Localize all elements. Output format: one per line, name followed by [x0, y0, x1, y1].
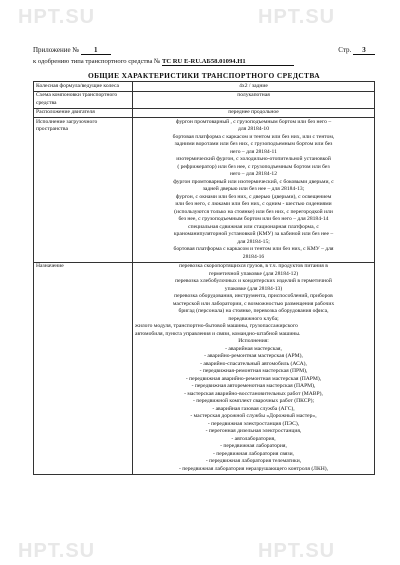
text-line: краноманипуляторной установкой (КМУ) за кабиной или без нее –: [173, 231, 334, 237]
table-row: [34, 262, 375, 474]
watermark-bottom-left: HPT.SU: [18, 540, 96, 562]
list-item: - передвижная лаборатория связи,: [213, 450, 294, 457]
row-label: Назначение: [34, 262, 133, 474]
list-item: - аварийная газовая служба (АГС),: [212, 405, 295, 412]
list-item: - мастерская дорожной службы «Дорожный мастер»,: [190, 413, 317, 419]
table-row: [34, 108, 375, 118]
text-line: перевозка скоропортящихся грузов, в т.ч. продуктов питания в: [179, 263, 328, 269]
table-row: [34, 82, 375, 92]
row-value: [133, 118, 375, 263]
appendix-number: 1: [81, 46, 111, 55]
row-value: полукапотная: [133, 91, 375, 108]
list-item: - мастерская аварийно-восстановительных работ (МАВР),: [184, 390, 323, 397]
text-line: него – для 28184-12: [229, 171, 278, 177]
text-line: мастерской или лаборатории, с возможностью размещения рабочих: [172, 300, 335, 307]
row-label: Колесная формула/ведущие колеса: [34, 82, 133, 92]
list-item: - аварийно-ремонтная мастерская (АРМ),: [204, 353, 303, 359]
table-row: [34, 91, 375, 108]
list-item: - передвижная лаборатория телематики,: [205, 458, 302, 464]
row-label: Схема компоновки транспортного средства: [34, 91, 133, 108]
list-item: - перегонная дизельная электростанция,: [205, 428, 302, 434]
text-line: фургон, с окнами или без них, с дверью (дверьми), с освещением: [175, 193, 332, 200]
text-line: упаковке (для 28184-13): [224, 285, 283, 292]
table-row: [34, 118, 375, 263]
text-line: бортовая платформа с каркасом и тентом или без них, с КМУ – для: [173, 246, 334, 252]
list-item: - передвижная электростанция (ПЭС),: [207, 420, 300, 427]
text-line: перевозка оборудования, инструмента, приспособлений, приборов: [174, 293, 333, 299]
text-line: или без него, с люками или без них, с одним - шестью сидениями: [175, 201, 332, 207]
text-line: перевозка хлебобулочных и кондитерских изделий в герметичной: [175, 278, 332, 284]
executions-label: Исполнения:: [238, 338, 269, 344]
list-item: - передвижной комплект сварочных работ (ПКСР);: [192, 398, 315, 404]
row-value: 4x2 / задние: [133, 82, 375, 92]
watermark-bottom-right: HPT.SU: [258, 540, 336, 562]
text-line: специальная сдвижная или стационарная платформа, с: [188, 223, 319, 230]
approval-text: к одобрению типа транспортного средства №: [33, 58, 161, 65]
text-line: без нее, с грузоподъемным бортом или без него – для 28184-14: [178, 216, 329, 222]
approval-number: TC RU E-RU.AБ58.01094.H1: [162, 58, 294, 66]
document-title: ОБЩИЕ ХАРАКТЕРИСТИКИ ТРАНСПОРТНОГО СРЕДСТВА: [87, 71, 320, 80]
text-line: жилого модуля, транспортно-бытовой машины, грузопассажирского: [135, 323, 298, 329]
text-line: ( рефрижератор) или без нее, с грузоподъемным бортом или без: [177, 163, 330, 170]
appendix-label: Приложение №: [33, 46, 79, 54]
characteristics-table: [33, 81, 375, 475]
text-line: 28184-16: [242, 253, 265, 260]
text-line: него – для 28184-11: [230, 148, 277, 155]
text-line: для 28184-15;: [237, 238, 270, 245]
list-item: - передвижная лаборатория,: [220, 443, 287, 449]
text-line: передвижного клуба;: [228, 315, 279, 322]
text-line: фургон промтоварный или изотермический, с боковыми дверьми, с: [173, 178, 334, 185]
page-label: Стр.: [338, 46, 352, 54]
text-line: герметичной упаковке (для 28184-12): [208, 270, 299, 277]
list-item: - передвижная-ремонтная мастерская (ПРМ),: [199, 368, 308, 374]
page-info: [338, 46, 375, 55]
text-line: изотермический фургон, с холодильно-отопительной установкой: [176, 156, 331, 162]
page-number: 3: [353, 46, 375, 55]
text-line: фургон промтоварный , с грузоподъемным бортом или без него –: [175, 118, 332, 125]
text-line: (используются только на стоянке) или без них, с перегородкой или: [174, 208, 333, 215]
appendix-info: [33, 46, 111, 55]
list-item: - аварийная мастерская,: [225, 345, 282, 352]
watermark-top-right: HPT.SU: [258, 6, 336, 28]
text-line: бригад (персонала) на стоянке, перевозка оборудования офиса,: [178, 308, 329, 314]
list-item: - передвижная аварийно-ремонтная мастерская (ПАРМ),: [185, 375, 322, 382]
row-value: [133, 262, 375, 474]
row-label: Исполнение загрузочного пространства: [34, 118, 133, 263]
approval-line: [33, 58, 375, 69]
text-line: задними воротами или без них, с грузоподъемным бортом или без: [174, 141, 333, 147]
list-item: - аварийно-спасательный автомобиль (АСА),: [200, 360, 307, 367]
list-item: - автолаборатория,: [231, 435, 276, 442]
row-label: Расположение двигателя: [34, 108, 133, 118]
list-item: - передвижная лаборатория неразрушающего контроля (ЛКН),: [178, 465, 329, 472]
text-line: для 28184-10: [237, 126, 270, 132]
text-line: бортовая платформа с каркасом и тентом или без них, или с тентом,: [172, 133, 335, 140]
watermark-top-left: HPT.SU: [18, 6, 96, 28]
text-line: задней дверью или без нее – для 28184-13;: [202, 186, 305, 192]
list-item: - передвижная автоременотная мастерская (ПАРМ),: [191, 383, 316, 389]
row-value: переднее продольное: [133, 108, 375, 118]
header-line: [33, 45, 375, 57]
text-line: автомобиля, пункта управления и связи, командно-штабной машины.: [135, 330, 301, 337]
